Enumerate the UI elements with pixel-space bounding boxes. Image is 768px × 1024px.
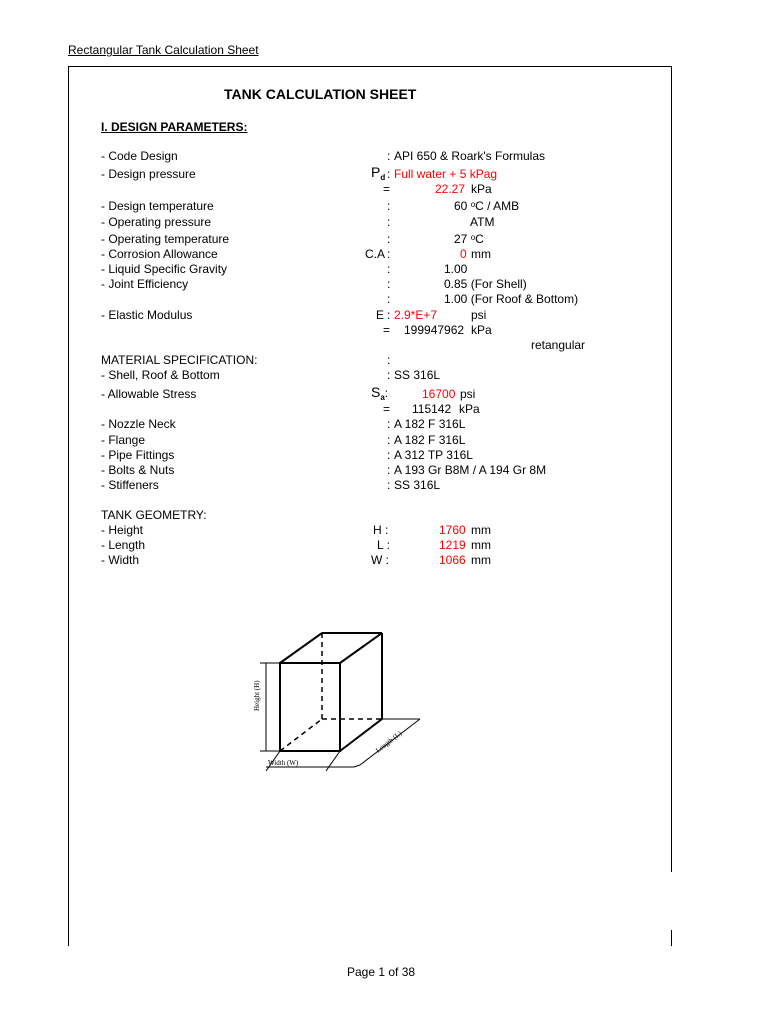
value-nozzle-neck: A 182 F 316L [394,417,466,431]
label-flange: - Flange [101,433,146,447]
page-frame-right [671,66,672,872]
value-elastic-modulus: 2.9*E+7 [394,308,438,322]
value-operating-pressure: ATM [470,215,495,229]
label-design-temperature: - Design temperature [101,199,214,213]
tank-front-face [280,663,340,751]
page-frame-right-lower [671,930,672,946]
value-joint-efficiency-shell: 0.85 (For Shell) [444,277,527,291]
label-joint-efficiency: - Joint Efficiency [101,277,189,291]
label-elastic-modulus: - Elastic Modulus [101,308,193,322]
value-design-pressure: Full water + 5 kPag [394,167,498,181]
label-allowable-stress: - Allowable Stress [101,387,197,401]
page-frame-top [68,66,672,67]
tank-box-diagram [250,625,440,775]
label-code-design: - Code Design [101,149,178,163]
value-bolts-nuts: A 193 Gr B8M / A 194 Gr 8M [394,463,547,477]
page-frame-left [68,66,69,946]
value-joint-efficiency-roof: 1.00 (For Roof & Bottom) [444,292,579,306]
section-heading-design: I. DESIGN PARAMETERS: [101,120,248,134]
value-elastic-modulus-kpa: 199947962 [404,323,465,337]
elastic-eq: = [383,323,391,337]
value-specific-gravity: 1.00 [444,262,468,276]
height-label: Height (H) [253,680,261,711]
geometry-heading: TANK GEOMETRY: [101,508,207,522]
value-flange: A 182 F 316L [394,433,466,447]
symbol-h: H : [373,523,389,537]
label-shell-roof-bottom: - Shell, Roof & Bottom [101,368,220,382]
symbol-l: L : [377,538,390,552]
value-allowable-stress: 16700 [422,387,456,401]
symbol-w: W : [371,553,389,567]
length-label: Length (L) [374,729,404,755]
design-pressure-eq: = [383,182,391,196]
note-retangular: retangular [531,338,586,352]
label-height: - Height [101,523,144,537]
value-shell-material: SS 316L [394,368,441,382]
materials-heading: MATERIAL SPECIFICATION: [101,353,258,367]
label-width: - Width [101,553,140,567]
symbol-ca: C.A [365,247,386,261]
unit-elastic-modulus: psi [471,308,487,322]
unit-corrosion-allowance: mm [471,247,491,261]
value-stiffeners: SS 316L [394,478,441,492]
value-width: 1066 [439,553,466,567]
label-corrosion-allowance: - Corrosion Allowance [101,247,218,261]
value-height: 1760 [439,523,466,537]
value-corrosion-allowance: 0 [460,247,467,261]
label-stiffeners: - Stiffeners [101,478,159,492]
label-bolts-nuts: - Bolts & Nuts [101,463,175,477]
symbol-e: E [376,308,385,322]
label-pipe-fittings: - Pipe Fittings [101,448,175,462]
label-operating-pressure: - Operating pressure [101,215,212,229]
unit-elastic-modulus-kpa: kPa [471,323,492,337]
page-number: Page 1 of 38 [347,965,416,979]
unit-allowable-stress-kpa: kPa [459,402,480,416]
value-allowable-stress-kpa: 115142 [412,402,452,416]
unit-width: mm [471,553,491,567]
value-code-design: API 650 & Roark's Formulas [394,149,546,163]
symbol-sa: $S_a$: [371,384,389,402]
value-pipe-fittings: A 312 TP 316L [394,448,473,462]
width-label: Width (W) [268,759,299,767]
value-operating-temperature: 27 $^o$C [454,232,484,246]
sheet-title: TANK CALCULATION SHEET [224,86,417,102]
label-nozzle-neck: - Nozzle Neck [101,417,176,431]
unit-length: mm [471,538,491,552]
document-header: Rectangular Tank Calculation Sheet [68,43,259,57]
unit-height: mm [471,523,491,537]
unit-allowable-stress: psi [460,387,476,401]
label-design-pressure: - Design pressure [101,167,196,181]
allowable-eq: = [383,402,391,416]
value-length: 1219 [439,538,466,552]
label-liquid-specific-gravity: - Liquid Specific Gravity [101,262,228,276]
unit-design-pressure-kpa: kPa [471,182,492,196]
label-length: - Length [101,538,146,552]
label-operating-temperature: - Operating temperature [101,232,230,246]
value-design-pressure-kpa: 22.27 [435,182,466,196]
value-design-temperature: 60 $^o$C / AMB [454,199,520,213]
symbol-pd: $P_d$ [371,164,386,182]
